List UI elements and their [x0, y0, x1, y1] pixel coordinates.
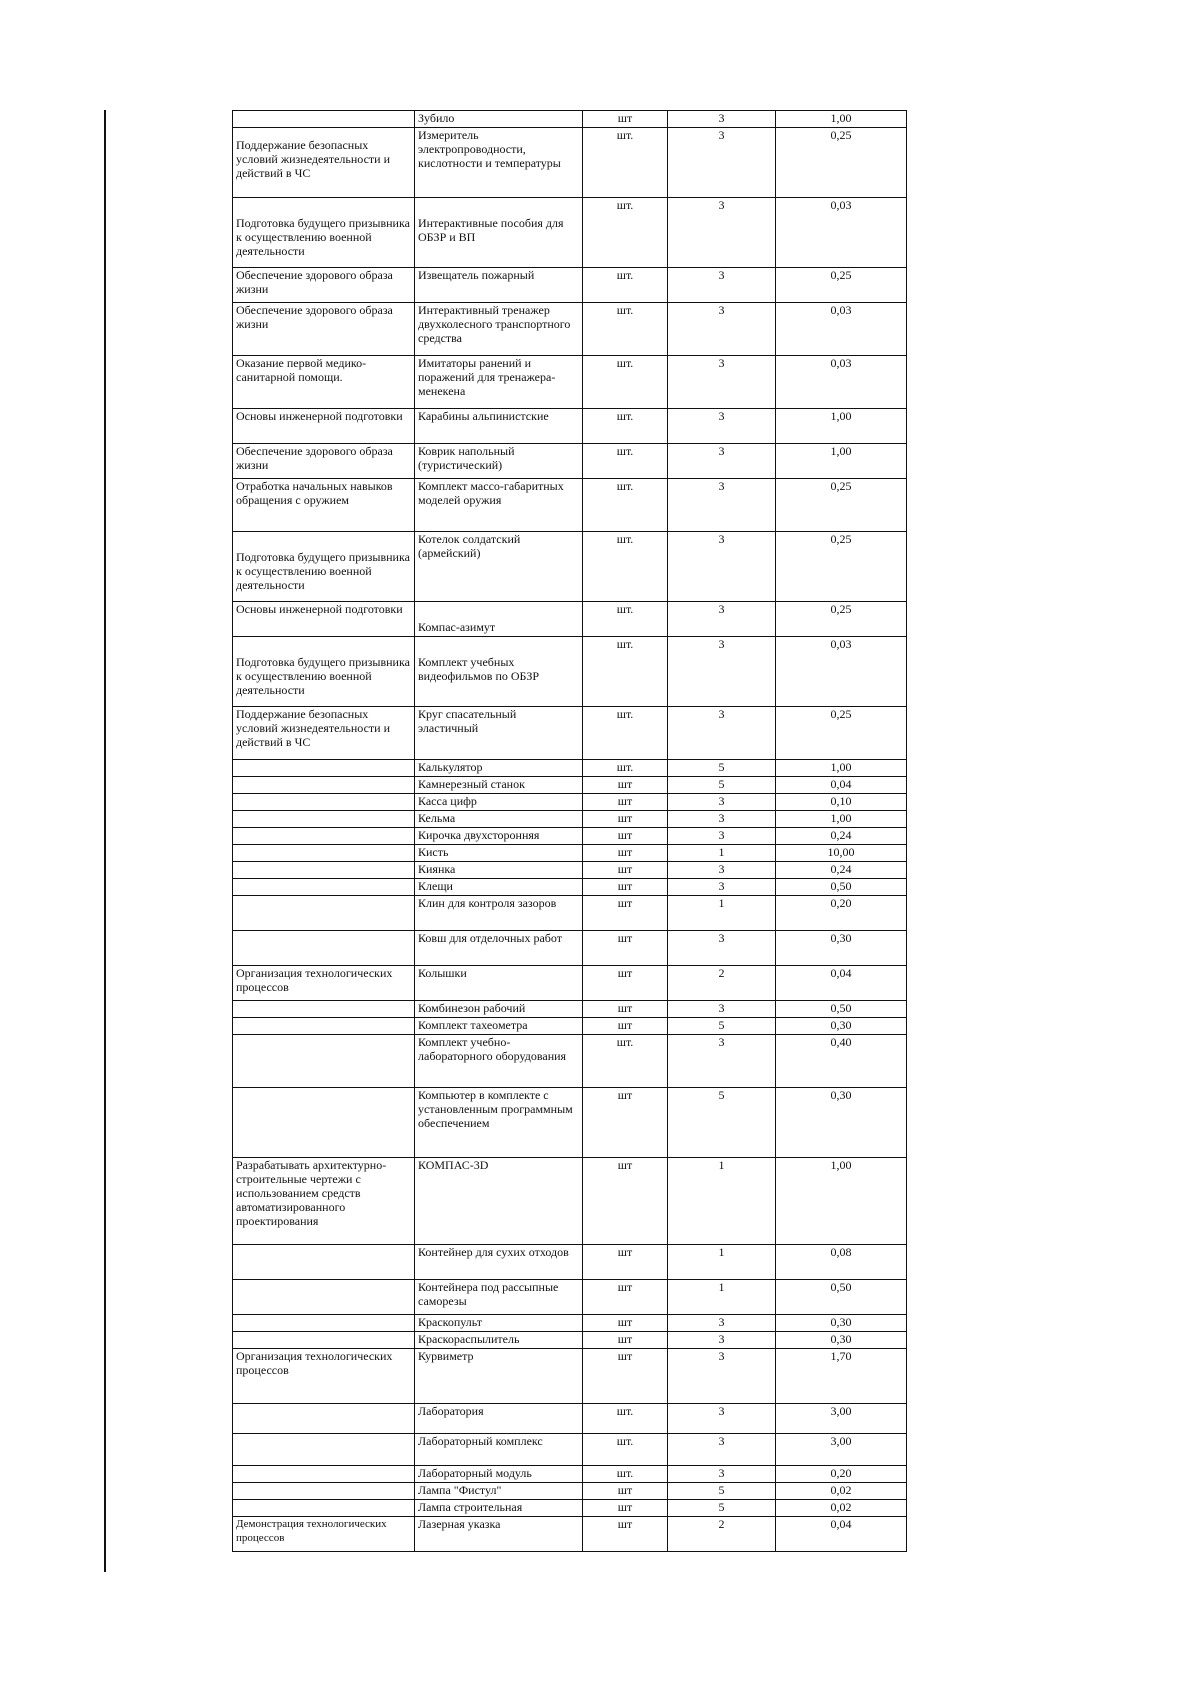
cell-ratio: 1,00 — [776, 409, 907, 444]
cell-quantity: 3 — [668, 1315, 776, 1332]
table-row — [233, 268, 907, 303]
table-row — [233, 1500, 907, 1517]
cell-unit: шт — [583, 777, 668, 794]
cell-activity-area: Обеспечение здорового образа жизни — [233, 303, 415, 356]
cell-activity-area — [233, 862, 415, 879]
cell-quantity: 3 — [668, 356, 776, 409]
cell-quantity: 1 — [668, 1280, 776, 1315]
cell-unit: шт. — [583, 532, 668, 602]
cell-quantity: 2 — [668, 1517, 776, 1552]
cell-quantity: 3 — [668, 303, 776, 356]
cell-quantity: 3 — [668, 1001, 776, 1018]
cell-unit: шт. — [583, 479, 668, 532]
table-row — [233, 862, 907, 879]
cell-unit: шт — [583, 1018, 668, 1035]
cell-item-name: Комплект учебных видеофильмов по ОБЗР — [415, 637, 583, 707]
cell-quantity: 5 — [668, 1500, 776, 1517]
cell-ratio: 0,04 — [776, 966, 907, 1001]
table-row — [233, 1332, 907, 1349]
cell-item-name: Зубило — [415, 111, 583, 128]
table-row — [233, 707, 907, 760]
cell-ratio: 0,03 — [776, 637, 907, 707]
cell-ratio: 0,03 — [776, 303, 907, 356]
cell-activity-area — [233, 1245, 415, 1280]
cell-activity-area — [233, 931, 415, 966]
table-row — [233, 1035, 907, 1088]
cell-activity-area: Подготовка будущего призывника к осуществлению военной деятельности — [233, 198, 415, 268]
cell-unit: шт. — [583, 128, 668, 198]
cell-item-name: Клещи — [415, 879, 583, 896]
cell-activity-area: Поддержание безопасных условий жизнедеятельности и действий в ЧС — [233, 128, 415, 198]
cell-quantity: 1 — [668, 1158, 776, 1245]
cell-item-name: Колышки — [415, 966, 583, 1001]
cell-activity-area — [233, 845, 415, 862]
cell-item-name: Лабораторный комплекс — [415, 1434, 583, 1466]
cell-ratio: 0,50 — [776, 879, 907, 896]
cell-activity-area — [233, 879, 415, 896]
cell-quantity: 1 — [668, 896, 776, 931]
cell-ratio: 0,24 — [776, 828, 907, 845]
cell-item-name: Клин для контроля зазоров — [415, 896, 583, 931]
table-row — [233, 1349, 907, 1404]
table-row — [233, 1158, 907, 1245]
cell-item-name: Имитаторы ранений и поражений для тренажера-менекена — [415, 356, 583, 409]
cell-unit: шт. — [583, 637, 668, 707]
cell-unit: шт — [583, 1349, 668, 1404]
cell-quantity: 3 — [668, 198, 776, 268]
cell-quantity: 3 — [668, 1404, 776, 1434]
table-row — [233, 1434, 907, 1466]
cell-activity-area — [233, 811, 415, 828]
cell-unit: шт. — [583, 707, 668, 760]
cell-item-name: Комплект массо-габаритных моделей оружия — [415, 479, 583, 532]
cell-activity-area — [233, 1466, 415, 1483]
cell-activity-area: Демонстрация технологических процессов — [233, 1517, 415, 1552]
cell-ratio: 1,00 — [776, 111, 907, 128]
table-row — [233, 198, 907, 268]
cell-quantity: 1 — [668, 845, 776, 862]
cell-item-name: Лазерная указка — [415, 1517, 583, 1552]
cell-unit: шт. — [583, 409, 668, 444]
cell-item-name: Кисть — [415, 845, 583, 862]
cell-item-name: Курвиметр — [415, 1349, 583, 1404]
table-row — [233, 303, 907, 356]
cell-activity-area — [233, 1018, 415, 1035]
cell-activity-area: Обеспечение здорового образа жизни — [233, 268, 415, 303]
cell-quantity: 3 — [668, 828, 776, 845]
cell-unit: шт. — [583, 1035, 668, 1088]
cell-quantity: 3 — [668, 1349, 776, 1404]
cell-ratio: 0,08 — [776, 1245, 907, 1280]
cell-quantity: 3 — [668, 444, 776, 479]
cell-item-name: Котелок солдатский (армейский) — [415, 532, 583, 602]
table-row — [233, 444, 907, 479]
cell-quantity: 3 — [668, 111, 776, 128]
cell-activity-area — [233, 1483, 415, 1500]
cell-unit: шт — [583, 111, 668, 128]
cell-item-name: Компас-азимут — [415, 602, 583, 637]
cell-quantity: 3 — [668, 637, 776, 707]
cell-quantity: 3 — [668, 479, 776, 532]
cell-quantity: 5 — [668, 760, 776, 777]
cell-ratio: 0,30 — [776, 1332, 907, 1349]
cell-activity-area — [233, 1280, 415, 1315]
cell-ratio: 0,20 — [776, 896, 907, 931]
table-row — [233, 479, 907, 532]
table-row — [233, 532, 907, 602]
cell-activity-area: Оказание первой медико-санитарной помощи. — [233, 356, 415, 409]
cell-activity-area: Организация технологических процессов — [233, 1349, 415, 1404]
cell-unit: шт. — [583, 1466, 668, 1483]
table-row — [233, 828, 907, 845]
cell-item-name: Калькулятор — [415, 760, 583, 777]
cell-activity-area — [233, 777, 415, 794]
cell-ratio: 0,25 — [776, 128, 907, 198]
table-row — [233, 1018, 907, 1035]
equipment-table — [232, 110, 907, 1552]
cell-activity-area: Обеспечение здорового образа жизни — [233, 444, 415, 479]
cell-unit: шт — [583, 828, 668, 845]
table-row — [233, 777, 907, 794]
cell-item-name: Лампа строительная — [415, 1500, 583, 1517]
cell-item-name: Комбинезон рабочий — [415, 1001, 583, 1018]
cell-activity-area — [233, 1001, 415, 1018]
cell-item-name: Краскопульт — [415, 1315, 583, 1332]
cell-ratio: 0,20 — [776, 1466, 907, 1483]
cell-activity-area — [233, 1434, 415, 1466]
cell-activity-area — [233, 1035, 415, 1088]
cell-activity-area — [233, 1332, 415, 1349]
cell-unit: шт. — [583, 1404, 668, 1434]
table-row — [233, 409, 907, 444]
cell-activity-area — [233, 1088, 415, 1158]
cell-unit: шт. — [583, 303, 668, 356]
cell-ratio: 0,25 — [776, 707, 907, 760]
cell-ratio: 0,30 — [776, 1088, 907, 1158]
cell-item-name: Краскораспылитель — [415, 1332, 583, 1349]
cell-unit: шт — [583, 1001, 668, 1018]
cell-quantity: 3 — [668, 128, 776, 198]
cell-item-name: КОМПАС-3D — [415, 1158, 583, 1245]
table-row — [233, 637, 907, 707]
cell-item-name: Касса цифр — [415, 794, 583, 811]
cell-quantity: 3 — [668, 707, 776, 760]
cell-item-name: Извещатель пожарный — [415, 268, 583, 303]
cell-ratio: 0,30 — [776, 1018, 907, 1035]
cell-activity-area — [233, 896, 415, 931]
cell-ratio: 10,00 — [776, 845, 907, 862]
cell-ratio: 0,03 — [776, 356, 907, 409]
cell-ratio: 0,25 — [776, 479, 907, 532]
table-row — [233, 1404, 907, 1434]
cell-item-name: Коврик напольный (туристический) — [415, 444, 583, 479]
cell-item-name: Интерактивные пособия для ОБЗР и ВП — [415, 198, 583, 268]
cell-ratio: 0,50 — [776, 1001, 907, 1018]
cell-unit: шт. — [583, 268, 668, 303]
cell-activity-area: Отработка начальных навыков обращения с оружием — [233, 479, 415, 532]
cell-activity-area: Основы инженерной подготовки — [233, 409, 415, 444]
table-row — [233, 1280, 907, 1315]
cell-quantity: 3 — [668, 1466, 776, 1483]
cell-ratio: 0,25 — [776, 268, 907, 303]
cell-quantity: 3 — [668, 1035, 776, 1088]
cell-unit: шт — [583, 896, 668, 931]
cell-item-name: Лабораторный модуль — [415, 1466, 583, 1483]
cell-unit: шт — [583, 1517, 668, 1552]
cell-quantity: 3 — [668, 811, 776, 828]
cell-ratio: 1,00 — [776, 444, 907, 479]
left-margin-rule — [104, 110, 106, 1572]
cell-ratio: 0,02 — [776, 1483, 907, 1500]
cell-quantity: 3 — [668, 862, 776, 879]
cell-activity-area — [233, 1404, 415, 1434]
cell-unit: шт. — [583, 444, 668, 479]
cell-ratio: 0,40 — [776, 1035, 907, 1088]
cell-activity-area: Подготовка будущего призывника к осуществлению военной деятельности — [233, 532, 415, 602]
cell-activity-area — [233, 828, 415, 845]
cell-ratio: 0,50 — [776, 1280, 907, 1315]
cell-unit: шт — [583, 966, 668, 1001]
table-row — [233, 845, 907, 862]
cell-quantity: 3 — [668, 879, 776, 896]
cell-ratio: 0,30 — [776, 1315, 907, 1332]
cell-item-name: Комплект учебно-лабораторного оборудования — [415, 1035, 583, 1088]
cell-activity-area: Основы инженерной подготовки — [233, 602, 415, 637]
cell-quantity: 5 — [668, 1483, 776, 1500]
cell-item-name: Кирочка двухсторонняя — [415, 828, 583, 845]
table-row — [233, 111, 907, 128]
cell-unit: шт — [583, 1500, 668, 1517]
cell-item-name: Измеритель электропроводности, кислотности и температуры — [415, 128, 583, 198]
cell-activity-area: Разрабатывать архитектурно-строительные чертежи с использованием средств автоматизированного проектирования — [233, 1158, 415, 1245]
cell-item-name: Интерактивный тренажер двухколесного транспортного средства — [415, 303, 583, 356]
cell-quantity: 2 — [668, 966, 776, 1001]
cell-item-name: Кельма — [415, 811, 583, 828]
cell-quantity: 3 — [668, 409, 776, 444]
cell-item-name: Круг спасательный эластичный — [415, 707, 583, 760]
cell-ratio: 0,25 — [776, 532, 907, 602]
cell-ratio: 1,00 — [776, 1158, 907, 1245]
table-row — [233, 1315, 907, 1332]
cell-unit: шт — [583, 931, 668, 966]
cell-unit: шт — [583, 811, 668, 828]
cell-unit: шт — [583, 1158, 668, 1245]
cell-item-name: Лаборатория — [415, 1404, 583, 1434]
cell-item-name: Киянка — [415, 862, 583, 879]
cell-quantity: 5 — [668, 1088, 776, 1158]
cell-unit: шт — [583, 1315, 668, 1332]
cell-unit: шт. — [583, 1434, 668, 1466]
cell-activity-area — [233, 1315, 415, 1332]
table-row — [233, 356, 907, 409]
cell-ratio: 0,24 — [776, 862, 907, 879]
cell-unit: шт — [583, 879, 668, 896]
table-row — [233, 966, 907, 1001]
cell-activity-area — [233, 794, 415, 811]
cell-activity-area — [233, 111, 415, 128]
cell-unit: шт. — [583, 760, 668, 777]
cell-unit: шт — [583, 845, 668, 862]
table-row — [233, 1517, 907, 1552]
table-row — [233, 794, 907, 811]
table-row — [233, 811, 907, 828]
cell-item-name: Комплект тахеометра — [415, 1018, 583, 1035]
cell-quantity: 3 — [668, 1332, 776, 1349]
table-row — [233, 128, 907, 198]
cell-item-name: Контейнер для сухих отходов — [415, 1245, 583, 1280]
table-row — [233, 1466, 907, 1483]
cell-activity-area: Организация технологических процессов — [233, 966, 415, 1001]
cell-ratio: 1,00 — [776, 760, 907, 777]
cell-item-name: Ковш для отделочных работ — [415, 931, 583, 966]
cell-item-name: Лампа "Фистул" — [415, 1483, 583, 1500]
cell-quantity: 3 — [668, 532, 776, 602]
cell-item-name: Контейнера под рассыпные саморезы — [415, 1280, 583, 1315]
cell-ratio: 1,00 — [776, 811, 907, 828]
cell-activity-area — [233, 1500, 415, 1517]
cell-activity-area: Подготовка будущего призывника к осуществлению военной деятельности — [233, 637, 415, 707]
cell-unit: шт — [583, 862, 668, 879]
cell-quantity: 3 — [668, 794, 776, 811]
cell-item-name: Камнерезный станок — [415, 777, 583, 794]
cell-unit: шт. — [583, 356, 668, 409]
cell-item-name: Карабины альпинистские — [415, 409, 583, 444]
cell-quantity: 3 — [668, 602, 776, 637]
cell-ratio: 1,70 — [776, 1349, 907, 1404]
cell-unit: шт — [583, 1483, 668, 1500]
cell-unit: шт. — [583, 602, 668, 637]
table-row — [233, 879, 907, 896]
cell-quantity: 5 — [668, 1018, 776, 1035]
cell-unit: шт — [583, 1088, 668, 1158]
cell-unit: шт — [583, 1332, 668, 1349]
cell-ratio: 0,10 — [776, 794, 907, 811]
cell-ratio: 3,00 — [776, 1404, 907, 1434]
cell-activity-area: Поддержание безопасных условий жизнедеятельности и действий в ЧС — [233, 707, 415, 760]
cell-ratio: 0,04 — [776, 1517, 907, 1552]
cell-ratio: 0,04 — [776, 777, 907, 794]
cell-quantity: 3 — [668, 268, 776, 303]
cell-ratio: 3,00 — [776, 1434, 907, 1466]
cell-unit: шт — [583, 1245, 668, 1280]
table-row — [233, 931, 907, 966]
table-row — [233, 1245, 907, 1280]
cell-ratio: 0,02 — [776, 1500, 907, 1517]
table-row — [233, 1483, 907, 1500]
cell-unit: шт. — [583, 198, 668, 268]
table-row — [233, 602, 907, 637]
cell-ratio: 0,03 — [776, 198, 907, 268]
cell-item-name: Компьютер в комплекте с установленным программным обеспечением — [415, 1088, 583, 1158]
cell-ratio: 0,25 — [776, 602, 907, 637]
table-row — [233, 760, 907, 777]
cell-unit: шт — [583, 794, 668, 811]
table-row — [233, 1088, 907, 1158]
cell-quantity: 5 — [668, 777, 776, 794]
cell-unit: шт — [583, 1280, 668, 1315]
table-row — [233, 1001, 907, 1018]
cell-quantity: 1 — [668, 1245, 776, 1280]
cell-quantity: 3 — [668, 931, 776, 966]
equipment-table-body — [233, 111, 907, 1552]
cell-activity-area — [233, 760, 415, 777]
cell-ratio: 0,30 — [776, 931, 907, 966]
table-row — [233, 896, 907, 931]
cell-quantity: 3 — [668, 1434, 776, 1466]
